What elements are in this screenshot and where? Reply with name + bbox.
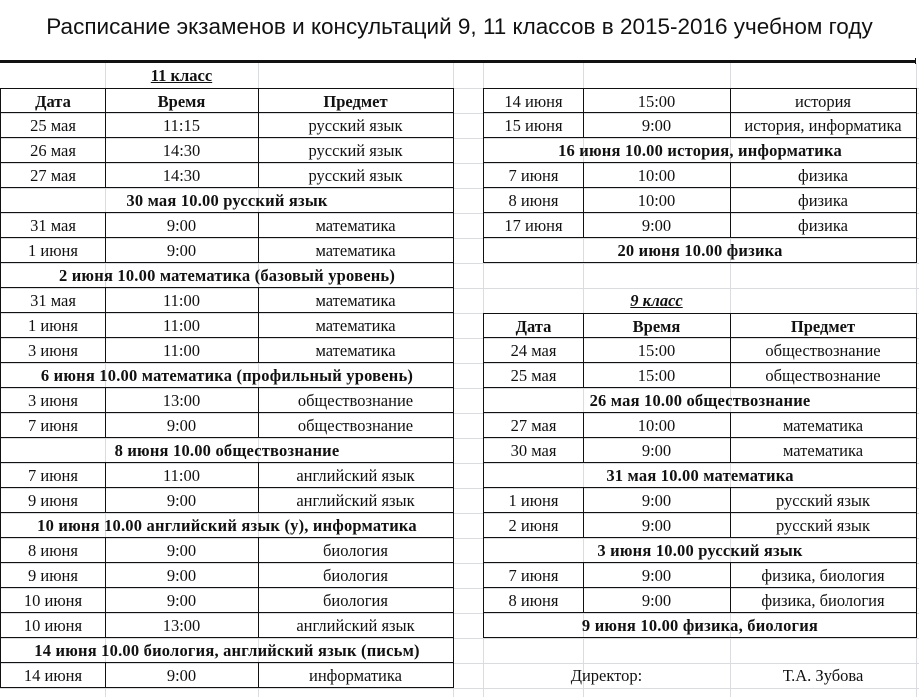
cell-subject: русский язык <box>258 113 454 138</box>
cell-date: 1 июня <box>483 488 584 513</box>
column-header-subject: Предмет <box>730 313 917 338</box>
cell-time: 9:00 <box>583 588 731 613</box>
column-header-date: Дата <box>0 88 106 113</box>
cell-time: 11:00 <box>105 338 259 363</box>
exam-date-row: 3 июня 10.00 русский язык <box>483 538 917 563</box>
cell-subject: физика <box>730 213 917 238</box>
cell-date: 8 июня <box>0 538 106 563</box>
cell-date: 3 июня <box>0 338 106 363</box>
cell-subject: математика <box>258 288 454 313</box>
cell-subject: обществознание <box>258 413 454 438</box>
exam-date-row: 2 июня 10.00 математика (базовый уровень) <box>0 263 454 288</box>
gridline-horizontal <box>0 688 919 689</box>
cell-time: 9:00 <box>105 213 259 238</box>
cell-subject: история <box>730 88 917 113</box>
cell-subject: биология <box>258 588 454 613</box>
cell-time: 15:00 <box>583 363 731 388</box>
exam-date-row: 6 июня 10.00 математика (профильный уровень) <box>0 363 454 388</box>
cell-date: 7 июня <box>0 413 106 438</box>
cell-subject: обществознание <box>730 338 917 363</box>
cell-subject: математика <box>730 413 917 438</box>
cell-time: 15:00 <box>583 88 731 113</box>
cell-subject: английский язык <box>258 488 454 513</box>
exam-date-row: 20 июня 10.00 физика <box>483 238 917 263</box>
cell-date: 9 июня <box>0 488 106 513</box>
cell-date: 27 мая <box>483 413 584 438</box>
rule-end-mark <box>915 58 916 64</box>
cell-date: 26 мая <box>0 138 106 163</box>
cell-time: 9:00 <box>105 563 259 588</box>
cell-subject: биология <box>258 563 454 588</box>
exam-date-row: 26 мая 10.00 обществознание <box>483 388 917 413</box>
column-header-time: Время <box>105 88 259 113</box>
cell-time: 11:00 <box>105 288 259 313</box>
cell-date: 31 мая <box>0 288 106 313</box>
cell-date: 15 июня <box>483 113 584 138</box>
cell-time: 9:00 <box>105 238 259 263</box>
column-header-date: Дата <box>483 313 584 338</box>
cell-time: 9:00 <box>105 488 259 513</box>
cell-date: 14 июня <box>483 88 584 113</box>
cell-subject: математика <box>258 213 454 238</box>
director-label: Директор: <box>570 666 643 685</box>
cell-date: 14 июня <box>0 663 106 688</box>
cell-date: 10 июня <box>0 613 106 638</box>
cell-time: 15:00 <box>583 338 731 363</box>
cell-time: 13:00 <box>105 388 259 413</box>
column-header-subject: Предмет <box>258 88 454 113</box>
cell-time: 9:00 <box>105 663 259 688</box>
cell-date: 2 июня <box>483 513 584 538</box>
cell-time: 10:00 <box>583 413 731 438</box>
cell-subject: английский язык <box>258 463 454 488</box>
cell-subject: русский язык <box>730 488 917 513</box>
cell-time: 13:00 <box>105 613 259 638</box>
column-header-time: Время <box>583 313 731 338</box>
cell-subject: физика, биология <box>730 588 917 613</box>
cell-time: 9:00 <box>583 113 731 138</box>
exam-date-row: 10 июня 10.00 английский язык (у), информатика <box>0 513 454 538</box>
cell-time: 10:00 <box>583 188 731 213</box>
cell-time: 11:00 <box>105 463 259 488</box>
cell-date: 30 мая <box>483 438 584 463</box>
director-name: Т.А. Зубова <box>782 666 864 685</box>
cell-time: 9:00 <box>583 438 731 463</box>
cell-subject: история, информатика <box>730 113 917 138</box>
cell-date: 7 июня <box>483 563 584 588</box>
cell-time: 11:00 <box>105 313 259 338</box>
cell-date: 25 мая <box>483 363 584 388</box>
cell-date: 27 мая <box>0 163 106 188</box>
cell-date: 8 июня <box>483 188 584 213</box>
cell-subject: математика <box>730 438 917 463</box>
cell-date: 24 мая <box>483 338 584 363</box>
cell-subject: русский язык <box>258 138 454 163</box>
cell-date: 7 июня <box>483 163 584 188</box>
cell-date: 17 июня <box>483 213 584 238</box>
cell-subject: обществознание <box>258 388 454 413</box>
cell-subject: математика <box>258 338 454 363</box>
cell-subject: физика <box>730 163 917 188</box>
cell-date: 7 июня <box>0 463 106 488</box>
page-title: Расписание экзаменов и консультаций 9, 11 классов в 2015-2016 учебном году <box>46 14 873 39</box>
cell-time: 9:00 <box>105 588 259 613</box>
cell-date: 25 мая <box>0 113 106 138</box>
cell-time: 14:30 <box>105 163 259 188</box>
exam-date-row: 16 июня 10.00 история, информатика <box>483 138 917 163</box>
cell-subject: обществознание <box>730 363 917 388</box>
cell-subject: математика <box>258 238 454 263</box>
cell-subject: информатика <box>258 663 454 688</box>
cell-subject: английский язык <box>258 613 454 638</box>
exam-date-row: 31 мая 10.00 математика <box>483 463 917 488</box>
exam-date-row: 9 июня 10.00 физика, биология <box>483 613 917 638</box>
cell-time: 9:00 <box>583 488 731 513</box>
cell-time: 9:00 <box>105 538 259 563</box>
cell-time: 9:00 <box>583 513 731 538</box>
cell-time: 11:15 <box>105 113 259 138</box>
cell-subject: математика <box>258 313 454 338</box>
cell-time: 9:00 <box>583 563 731 588</box>
cell-time: 10:00 <box>583 163 731 188</box>
exam-date-row: 14 июня 10.00 биология, английский язык (письм) <box>0 638 454 663</box>
cell-date: 3 июня <box>0 388 106 413</box>
cell-time: 9:00 <box>105 413 259 438</box>
cell-date: 1 июня <box>0 238 106 263</box>
cell-date: 31 мая <box>0 213 106 238</box>
class-label: 9 класс <box>630 291 683 310</box>
cell-date: 9 июня <box>0 563 106 588</box>
cell-subject: русский язык <box>730 513 917 538</box>
exam-date-row: 30 мая 10.00 русский язык <box>0 188 454 213</box>
cell-date: 1 июня <box>0 313 106 338</box>
cell-date: 10 июня <box>0 588 106 613</box>
cell-date: 8 июня <box>483 588 584 613</box>
cell-subject: физика <box>730 188 917 213</box>
cell-subject: физика, биология <box>730 563 917 588</box>
cell-time: 14:30 <box>105 138 259 163</box>
cell-subject: биология <box>258 538 454 563</box>
exam-date-row: 8 июня 10.00 обществознание <box>0 438 454 463</box>
cell-time: 9:00 <box>583 213 731 238</box>
cell-subject: русский язык <box>258 163 454 188</box>
class-label: 11 класс <box>150 66 213 85</box>
